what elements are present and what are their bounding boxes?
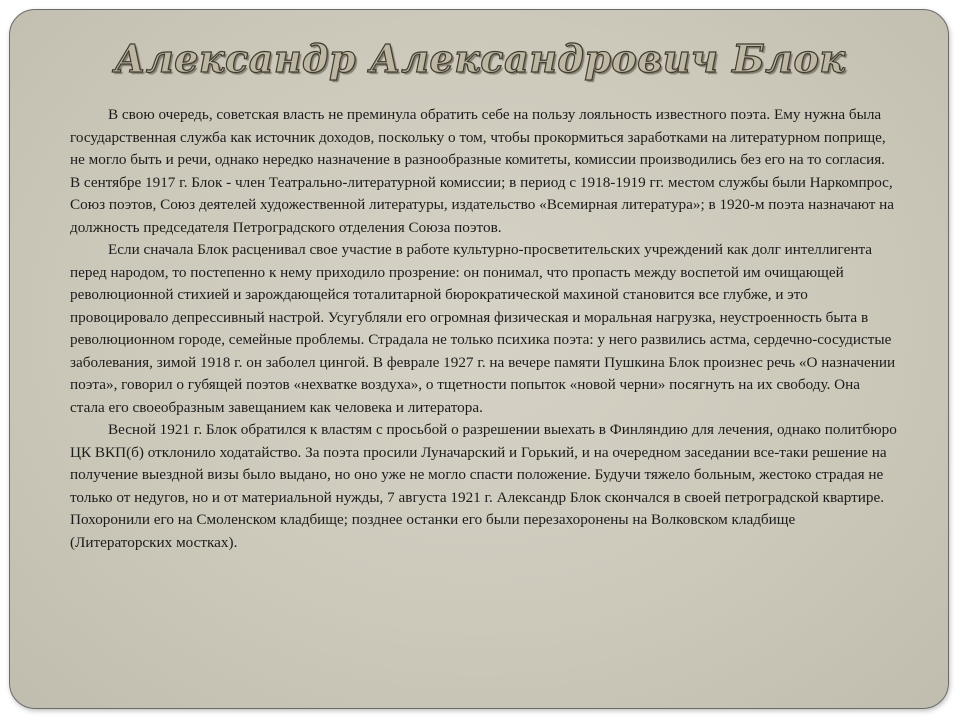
- paragraph-3: Весной 1921 г. Блок обратился к властям с просьбой о разрешении выехать в Финляндию для лечения, однако политбюро ЦК ВКП(б) отклонило ходатайство. За поэта просили Луначарский и Горький, и на очередном заседании все-таки решение на получение выездной визы было выдано, но оно уже не могло спасти положение. Будучи тяжело больным, жестоко страдая не только от недугов, но и от материальной нужды, 7 августа 1921 г. Александр Блок скончался в своей петроградской квартире. Похоронили его на Смоленском кладбище; позднее останки его были перезахоронены на Волковском кладбище (Литераторских мостках).: [70, 421, 897, 551]
- slide-frame: [9, 9, 949, 709]
- slide-body: [70, 104, 897, 554]
- slide-title: Александр Александрович Блок: [114, 36, 846, 81]
- paragraph-2: Если сначала Блок расценивал свое участие в работе культурно-просветительских учреждений как долг интеллигента перед народом, то постепенно к нему приходило прозрение: он понимал, что пропасть между воспетой им очищающей революционной стихией и зарождающейся тоталитарной бюрократической махиной становится все глубже, и это провоцировало депрессивный настрой. Усугубляли его огромная физическая и моральная нагрузка, неустроенность быта в революционном городе, семейные проблемы. Страдала не только психика поэта: у него развились астма, сердечно-сосудистые заболевания, зимой 1918 г. он заболел цингой. В феврале 1927 г. на вечере памяти Пушкина Блок произнес речь «О назначении поэта», говорил о губящей поэтов «нехватке воздуха», о тщетности попыток «новой черни» посягнуть на их свободу. Она стала его своеобразным завещанием как человека и литератора.: [70, 241, 896, 416]
- paragraph-1: В свою очередь, советская власть не преминула обратить себе на пользу лояльность известного поэта. Ему нужна была государственная служба как источник доходов, поскольку о том, чтобы прокормиться заработками на литературном поприще, не могло быть и речи, однако нередко назначение в разнообразные комитеты, комиссии производились без его на то согласия. В сентябре 1917 г. Блок - член Театрально-литературной комиссии; в период с 1918-1919 гг. местом службы были Наркомпрос, Союз поэтов, Союз деятелей художественной литературы, издательство «Всемирная литература»; в 1920-м поэта назначают на должность председателя Петроградского отделения Союза поэтов.: [70, 106, 895, 236]
